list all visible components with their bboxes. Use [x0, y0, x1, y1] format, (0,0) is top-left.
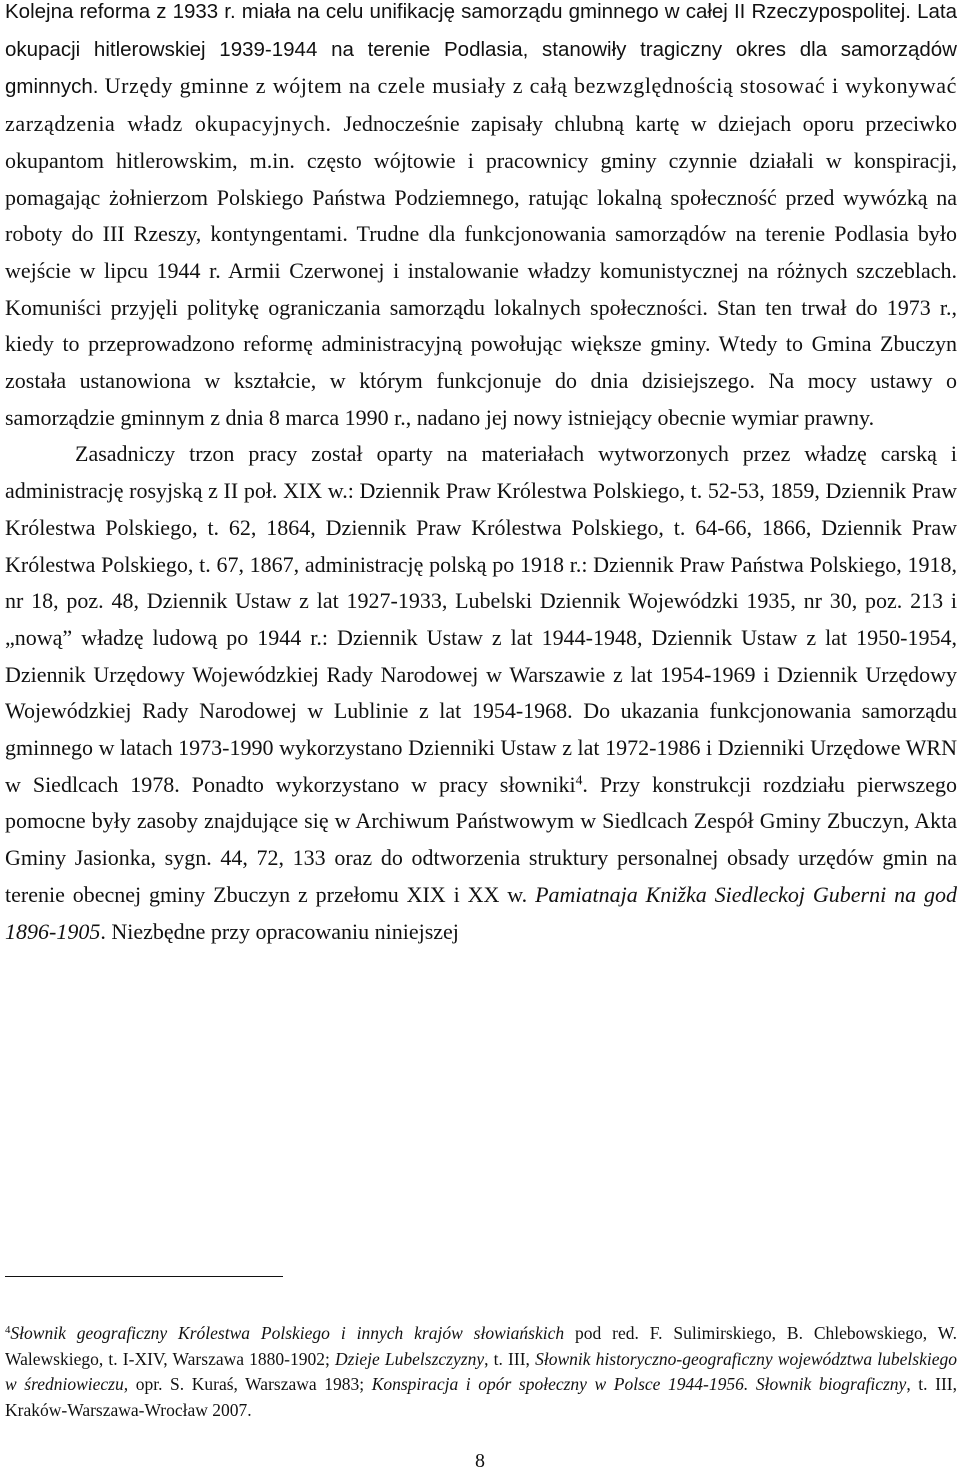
paragraph-2-run: . Przy konstrukcji rozdziału pierwszego pomocne były zasoby znajdujące się w Archiwum Państwowym w Siedlcach Zespół Gminy Zbuczyn, Akta Gminy Jasionka, sygn. 44, 72, 133 oraz do odtworzenia struktury personalnej obsady urzędów gmin na terenie obecnej gminy Zbuczyn z przełomu XIX i XX w. [5, 771, 958, 907]
paragraph-2-run: . Niezbędne przy opracowaniu niniejszej [100, 918, 459, 944]
footnote-text: , t. III, Kraków-Warszawa-Wrocław 2007. [5, 1374, 957, 1420]
footnote [5, 1321, 957, 1423]
paragraph-1-run: Urzędy gminne z wójtem na czele musiały z całą bezwzględnością stosować i wykonywać zarządzenia władz okupacyjnych. [5, 73, 957, 137]
page-number: 8 [475, 1450, 485, 1472]
footnote-text: opr. S. Kuraś, Warszawa 1983; [128, 1374, 372, 1394]
document-page [5, 0, 957, 950]
paragraph-2-run: Zasadniczy trzon pracy został oparty na materiałach wytworzonych przez władzę carską i administrację rosyjską z II poł. XIX w.: Dziennik Praw Królestwa Polskiego, t. 52-53, 1859, Dziennik Praw Królestwa Polskiego, t. 62, 1864, Dziennik Praw Królestwa Polskiego, t. 64-66, 1866, Dziennik Praw Królestwa Polskiego, t. 67, 1867, administrację polską po 1918 r.: Dziennik Praw Państwa Polskiego, 1918, nr 18, poz. 48, Dziennik Ustaw z lat 1927-1933, Lubelski Dziennik Wojewódzki 1935, nr 30, poz. 213 i „nową” władzę ludową po 1944 r.: Dziennik Ustaw z lat 1944-1948, Dziennik Ustaw z lat 1950-1954, Dziennik Urzędowy Wojewódzkiej Rady Narodowej w Warszawie z lat 1954-1969 i Dziennik Urzędowy Wojewódzkiej Rady Narodowej w Lublinie z lat 1954-1968. Do ukazania funkcjonowania samorządu gminnego w latach 1973-1990 wykorzystano Dzienniki Ustaw z lat 1972-1986 i Dzienniki Urzędowe WRN w Siedlcach 1978. Ponadto wykorzystano w pracy słowniki [5, 441, 957, 797]
footnote-reference: 4 [575, 772, 583, 788]
footnote-separator [5, 1276, 283, 1277]
body-paragraph-2 [5, 436, 957, 950]
footnote-text: pod red. F. Sulimirskiego, B. Chlebowskiego, W. Walewskiego, t. I-XIV, Warszawa 1880-1902; [5, 1323, 957, 1369]
footnote-number: 4 [5, 1324, 11, 1337]
paragraph-1-run: Kolejna reforma z 1933 r. miała na celu unifikację samorządu gminnego w całej II Rzeczypospolitej. Lata okupacji hitlerowskiej 1939-1944 na terenie Podlasia, stanowiły tragiczny okres dla samorządów gminnych. [5, 0, 957, 99]
body-paragraph-1 [5, 0, 957, 436]
paragraph-1-run: Jednocześnie zapisały chlubną kartę w dziejach oporu przeciwko okupantom hitlerowskim, m.in. często wójtowie i pracownicy gminy czynnie działali w konspiracji, pomagając żołnierzom Polskiego Państwa Podziemnego, ratując lokalną społeczność przed wywózką na roboty do III Rzeszy, kontyngentami. Trudne dla funkcjonowania samorządów na terenie Podlasia było wejście w lipcu 1944 r. Armii Czerwonej i instalowanie władzy komunistycznej na różnych szczeblach. Komuniści przyjęli politykę ograniczania samorządu lokalnych społeczności. Stan ten trwał do 1973 r., kiedy to przeprowadzono reformę administracyjną powołując większe gminy. Wtedy to Gmina Zbuczyn została ustanowiona w kształcie, w którym funkcjonuje do dnia dzisiejszego. Na mocy ustawy o samorządzie gminnym z dnia 8 marca 1990 r., nadano jej nowy istniejący obecnie wymiar prawny. [5, 111, 957, 430]
footnote-italic-title: Słownik geograficzny Królestwa Polskiego i innych krajów słowiańskich [10, 1323, 565, 1343]
paragraph-2-italic-title: Pamiatnaja Knižka Siedleckoj Guberni na god 1896-1905 [5, 881, 957, 944]
footnote-text: , t. III, [484, 1348, 536, 1369]
footnote-italic-title: Konspiracja i opór społeczny w Polsce 1944-1956. Słownik biograficzny [371, 1374, 907, 1394]
footnote-italic-title: Dzieje Lubelszczyzny [335, 1348, 485, 1369]
footnote-italic-title: Słownik historyczno-geograficzny województwa lubelskiego w średniowieczu, [5, 1348, 957, 1394]
